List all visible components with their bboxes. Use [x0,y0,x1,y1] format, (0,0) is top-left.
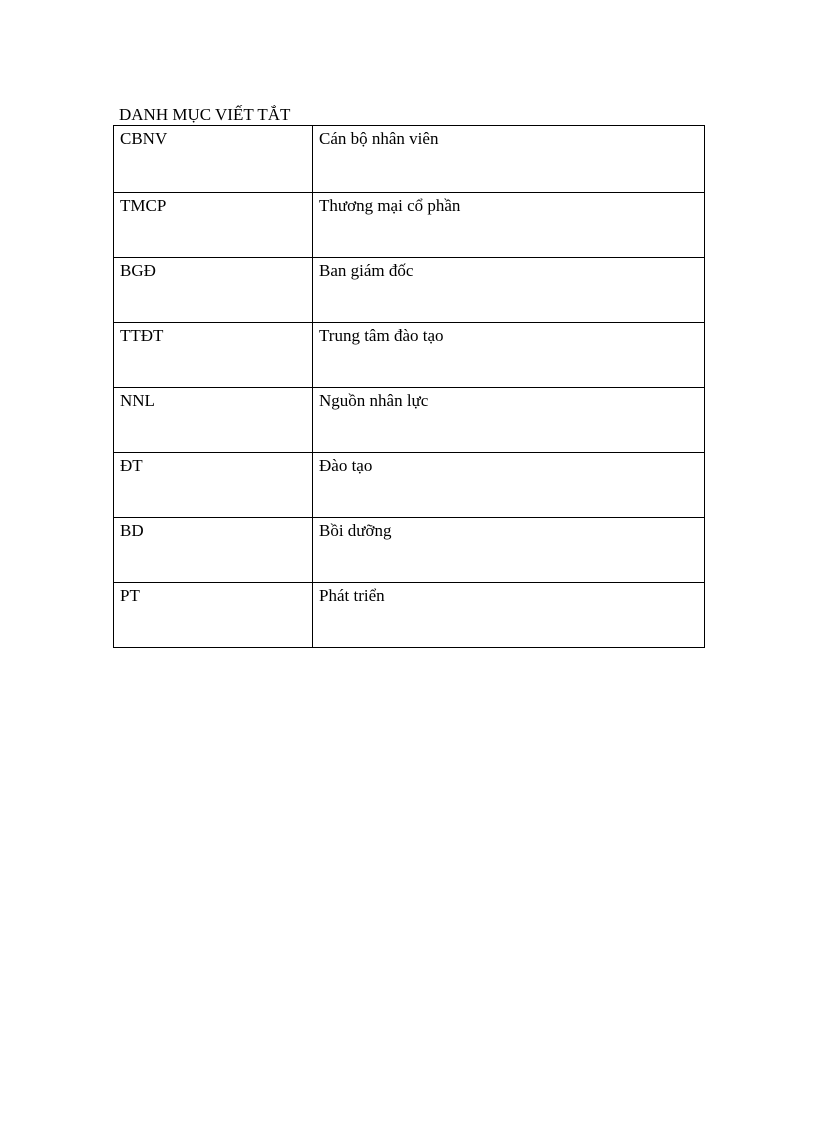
abbreviation-cell: TMCP [114,193,313,258]
abbreviation-cell: TTĐT [114,323,313,388]
meaning-cell: Trung tâm đào tạo [313,323,705,388]
abbreviation-cell: ĐT [114,453,313,518]
meaning-cell: Bồi dưỡng [313,518,705,583]
meaning-cell: Đào tạo [313,453,705,518]
abbreviation-cell: PT [114,583,313,648]
abbreviation-cell: BGĐ [114,258,313,323]
abbreviation-cell: CBNV [114,126,313,193]
page-title: DANH MỤC VIẾT TẮT [119,105,291,124]
table-row [114,126,705,193]
abbreviation-cell: BD [114,518,313,583]
table-row [114,323,705,388]
abbreviation-cell: NNL [114,388,313,453]
table-row [114,518,705,583]
meaning-cell: Thương mại cổ phần [313,193,705,258]
meaning-cell: Nguồn nhân lực [313,388,705,453]
table-row [114,583,705,648]
meaning-cell: Ban giám đốc [313,258,705,323]
meaning-cell: Phát triển [313,583,705,648]
table-row [114,388,705,453]
table-row [114,258,705,323]
abbreviation-table [113,125,705,648]
table-row [114,193,705,258]
table-row [114,453,705,518]
meaning-cell: Cán bộ nhân viên [313,126,705,193]
